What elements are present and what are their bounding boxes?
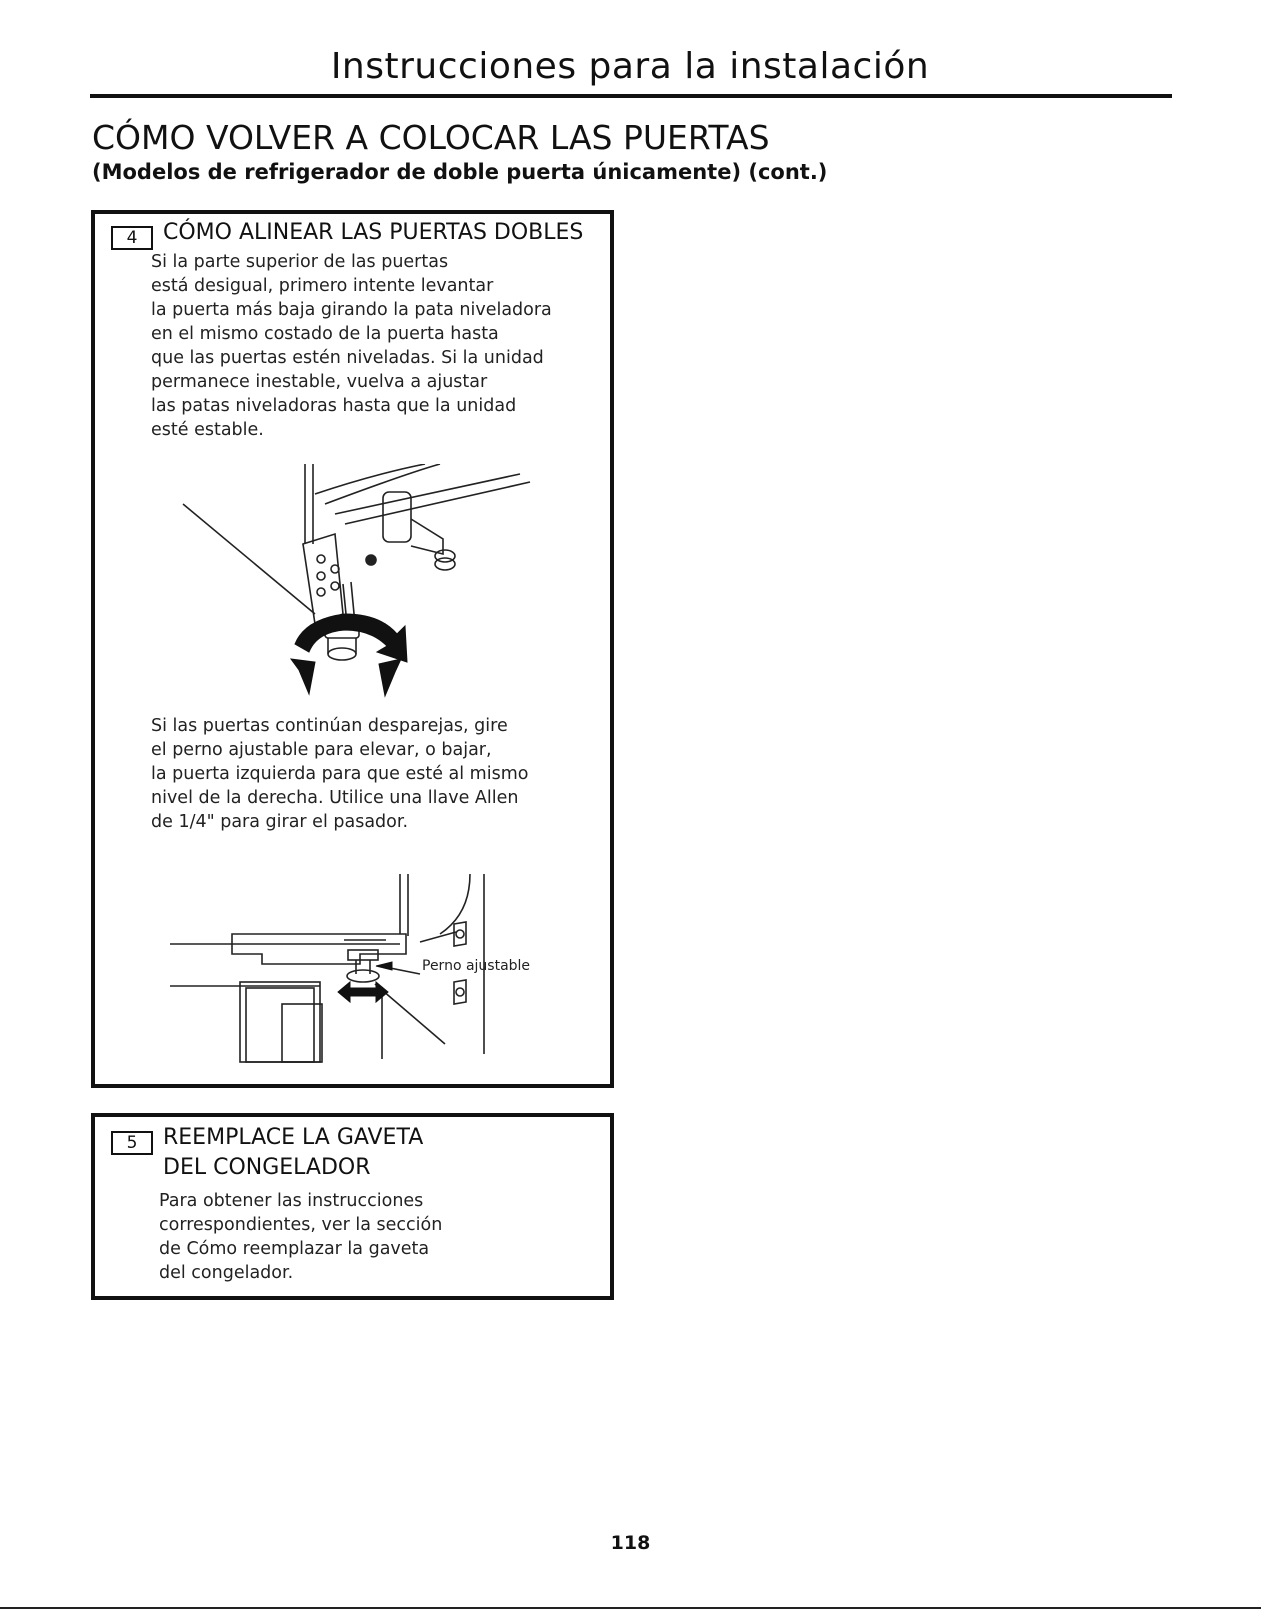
step-5-heading-line-1: REEMPLACE LA GAVETA — [163, 1125, 424, 1150]
text-line: de Cómo reemplazar la gaveta — [159, 1239, 430, 1259]
step-5-heading-line-2: DEL CONGELADOR — [163, 1155, 371, 1180]
header-rule — [90, 94, 1172, 98]
adjustable-bolt-callout: Perno ajustable — [422, 958, 531, 974]
text-line: las patas niveladoras hasta que la unidad — [151, 396, 517, 416]
text-line: del congelador. — [159, 1263, 294, 1283]
leveling-leg-illustration — [175, 464, 535, 724]
text-line: de 1/4" para girar el pasador. — [151, 812, 409, 832]
text-line: está desigual, primero intente levantar — [151, 276, 494, 296]
step-4-paragraph-1 — [151, 250, 552, 442]
text-line: nivel de la derecha. Utilice una llave Allen — [151, 788, 519, 808]
text-line: la puerta más baja girando la pata niveladora — [151, 300, 552, 320]
step-5-panel — [91, 1113, 614, 1300]
text-line: esté estable. — [151, 420, 264, 440]
page-number: 118 — [610, 1532, 651, 1554]
step-4-number: 4 — [111, 226, 153, 250]
text-line: en el mismo costado de la puerta hasta — [151, 324, 499, 344]
text-line: la puerta izquierda para que esté al mismo — [151, 764, 529, 784]
step-4-heading: CÓMO ALINEAR LAS PUERTAS DOBLES — [163, 220, 584, 245]
section-title: CÓMO VOLVER A COLOCAR LAS PUERTAS — [92, 118, 770, 157]
text-line: el perno ajustable para elevar, o bajar, — [151, 740, 492, 760]
adjustable-bolt-illustration — [170, 874, 600, 1074]
step-5-paragraph — [159, 1189, 442, 1285]
bottom-rule — [0, 1607, 1261, 1609]
step-4-panel — [91, 210, 614, 1088]
text-line: correspondientes, ver la sección — [159, 1215, 443, 1235]
step-4-paragraph-2 — [151, 714, 528, 834]
text-line: Para obtener las instrucciones — [159, 1191, 424, 1211]
text-line: permanece inestable, vuelva a ajustar — [151, 372, 488, 392]
text-line: que las puertas estén niveladas. Si la unidad — [151, 348, 544, 368]
page-header-title: Instrucciones para la instalación — [330, 46, 930, 87]
text-line: Si la parte superior de las puertas — [151, 252, 449, 272]
text-line: Si las puertas continúan desparejas, gire — [151, 716, 508, 736]
section-subtitle: (Modelos de refrigerador de doble puerta únicamente) (cont.) — [92, 160, 828, 184]
step-5-number: 5 — [111, 1131, 153, 1155]
